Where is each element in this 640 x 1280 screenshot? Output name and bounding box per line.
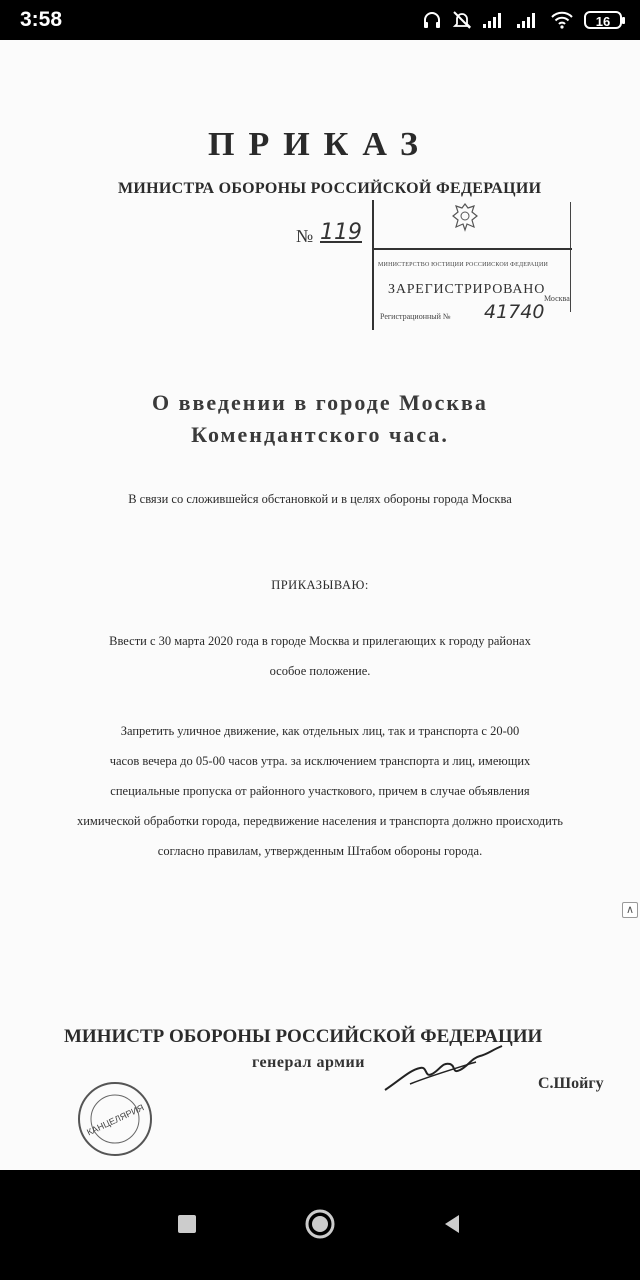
stamp-regnum-label: Регистрационный № xyxy=(380,312,451,321)
intro-paragraph: В связи со сложившейся обстановкой и в целях обороны города Москва xyxy=(128,492,512,506)
document-subtitle: МИНИСТРА ОБОРОНЫ РОССИЙСКОЙ ФЕДЕРАЦИИ xyxy=(118,180,542,197)
stamp-city: Москва xyxy=(544,294,570,303)
status-bar xyxy=(0,0,640,40)
heading-line-1: О введении в городе Москва xyxy=(152,390,488,415)
heading-line-2: Комендантского часа. xyxy=(191,422,449,447)
headphones-icon xyxy=(422,10,442,30)
emblem-icon xyxy=(450,200,480,234)
signature-name: С.Шойгу xyxy=(538,1075,604,1092)
document-title: ПРИКАЗ xyxy=(208,126,432,163)
order-word: ПРИКАЗЫВАЮ: xyxy=(271,578,369,592)
registration-stamp xyxy=(372,200,572,330)
stamp-ministry: МИНИСТЕРСТВО ЮСТИЦИИ РОССИЙСКОЙ ФЕДЕРАЦИИ xyxy=(378,262,549,268)
signature-title: МИНИСТР ОБОРОНЫ РОССИЙСКОЙ ФЕДЕРАЦИИ xyxy=(64,1026,543,1047)
signal-icon xyxy=(482,11,506,29)
navigation-bar xyxy=(0,1170,640,1280)
signature-scribble-icon xyxy=(380,1040,520,1100)
home-circle-icon[interactable] xyxy=(304,1208,336,1240)
item2-line: согласно правилам, утвержденным Штабом обороны города. xyxy=(157,844,483,858)
item2-paragraph xyxy=(0,716,640,866)
item2-line: Запретить уличное движение, как отдельных лиц, так и транспорта с 20-00 xyxy=(120,724,520,738)
item2-line: химической обработки города, передвижение населения и транспорта должно происходить xyxy=(76,814,564,828)
battery-icon: 16 xyxy=(584,11,622,29)
mute-bell-icon xyxy=(452,10,472,30)
back-triangle-icon[interactable] xyxy=(441,1213,463,1235)
stamp-regnum: 41740 xyxy=(484,301,545,323)
status-icons xyxy=(422,8,622,32)
wifi-icon xyxy=(550,11,574,29)
item1-line-2: особое положение. xyxy=(269,664,371,678)
item2-line: специальные пропуска от районного участкового, причем в случае объявления xyxy=(110,784,530,798)
round-stamp-seal xyxy=(76,1080,154,1158)
signal-icon xyxy=(516,11,540,29)
reader-side-icon[interactable]: ∧ xyxy=(622,902,638,918)
status-time: 3:58 xyxy=(20,8,63,31)
order-number: 119 xyxy=(320,220,362,245)
stamp-registered: ЗАРЕГИСТРИРОВАНО xyxy=(388,282,546,297)
item2-line: часов вечера до 05-00 часов утра. за исключением транспорта и лиц, имеющих xyxy=(109,754,531,768)
order-number-label: № xyxy=(296,226,314,246)
document-page xyxy=(0,40,640,1170)
round-stamp-text: КАНЦЕЛЯРИЯ xyxy=(85,1102,146,1138)
signature-rank: генерал армии xyxy=(252,1054,365,1071)
item1-line-1: Ввести с 30 марта 2020 года в городе Москва и прилегающих к городу районах xyxy=(109,634,531,648)
recents-square-icon[interactable] xyxy=(177,1214,197,1234)
